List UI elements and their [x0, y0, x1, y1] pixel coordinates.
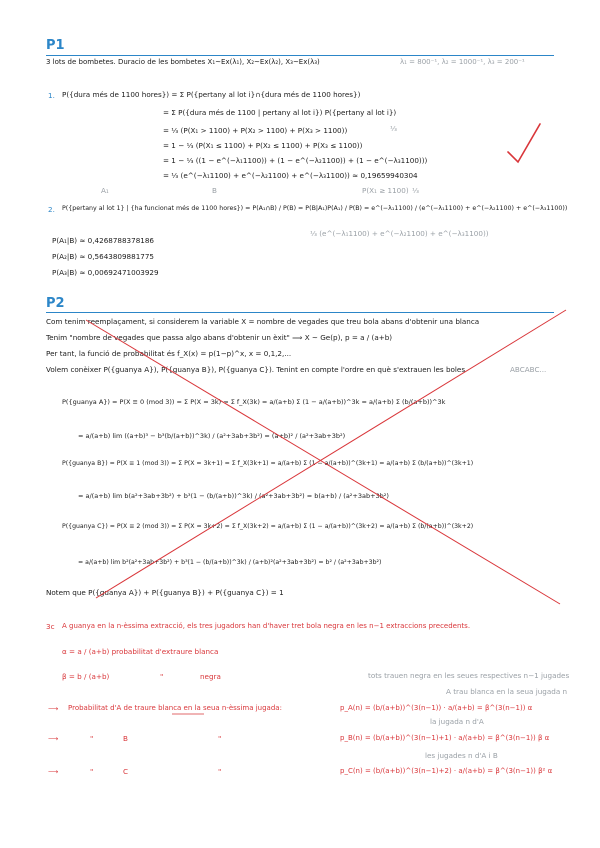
p1-q2-top-A1: A₁ — [101, 186, 109, 195]
p3-beta-ditto: " — [160, 672, 164, 681]
p2-intro-4: Volem conèixer P({guanya A}), P({guanya B}), P({guanya C}). Tenint en compte l'ordre en què s'extrauen les boles — [46, 365, 466, 374]
p2-guanya-C-limit: = a/(a+b) lim b²(a²+3ab+3b²) + b³(1 − (b/(a+b))^3k) / (a+b)²(a²+3ab+3b²) = b² / (a²+3ab+3b²) — [78, 559, 382, 566]
p3-note-top: tots trauen negra en les seues respectives n−1 jugades — [368, 671, 570, 680]
p2-order-grey: ABCABC... — [510, 365, 547, 374]
p3-intro: A guanya en la n-èssima extracció, els tres jugadors han d'haver tret bola negra en les n−1 extraccions precedents. — [62, 622, 471, 630]
p1-q1-line1: P({dura més de 1100 hores}) = Σ P({pertany al lot i}∩{dura més de 1100 hores}) — [62, 90, 361, 99]
p1-q1-label: 1. — [48, 91, 55, 100]
p2-guanya-A: P({guanya A}) = P(X ≡ 0 (mod 3)) = Σ P(X = 3k) = Σ f_X(3k) = a/(a+b) Σ (1 − a/(a+b))^3k = a/(a+b) Σ (b/(a+b))^3k — [62, 398, 446, 406]
p3-rowC-ditto1: " — [90, 767, 94, 776]
p1-q1-line4: = 1 − ⅓ (P(X₁ ≤ 1100) + P(X₂ ≤ 1100) + P(X₃ ≤ 1100)) — [163, 141, 363, 150]
p3-note-b2: les jugades n d'A i B — [425, 751, 498, 760]
p1-result-1: P(A₁|B) ≈ 0,4268788378186 — [52, 236, 154, 245]
p3-arrow-C-icon: ⟶ — [48, 767, 59, 776]
p2-guanya-C: P({guanya C}) = P(X ≡ 2 (mod 3)) = Σ P(X = 3k+2) = Σ f_X(3k+2) = a/(a+b) Σ (1 − a/(a+b))^(3k+2) = a/(a+b) Σ (b/(a+b))^(3k+2) — [62, 523, 474, 530]
p2-guanya-A-limit: = a/(a+b) lim ((a+b)³ − b³(b/(a+b))^3k) / (a²+3ab+3b²) = (a+b)² / (a²+3ab+3b²) — [78, 432, 346, 440]
p3-note-b1: la jugada n d'A — [430, 717, 484, 726]
p3-alpha: α = a / (a+b) probabilitat d'extraure blanca — [62, 647, 219, 656]
p1-heading: P1 — [46, 38, 65, 53]
p3-rowB-letter: B — [123, 734, 128, 743]
p3-rowA-eq: p_A(n) = (b/(a+b))^(3(n−1)) · a/(a+b) = β^(3(n−1)) α — [340, 704, 533, 712]
p2-intro-1: Com tenim reemplaçament, si considerem la variable X = nombre de vegades que treu bola abans d'obtenir una blanca — [46, 317, 480, 326]
p3-rowA-text: Probabilitat d'A de traure blanca en la seua n-èssima jugada: — [68, 704, 282, 712]
p2-intro-2: Tenim "nombre de vegades que passa algo abans d'obtenir un èxit" ⟹ X ~ Ge(p), p = a / (a+b) — [46, 333, 393, 342]
p1-q1-line3: = ⅓ (P(X₁ > 1100) + P(X₂ > 1100) + P(X₃ > 1100)) — [163, 126, 348, 135]
p3-rowC-eq: p_C(n) = (b/(a+b))^(3(n−1)+2) · a/(a+b) = β^(3(n−1)) β² α — [340, 767, 553, 775]
p3-rowC-ditto2: " — [218, 767, 222, 776]
p3-rowB-ditto1: " — [90, 734, 94, 743]
p1-q1-line5: = 1 − ⅓ ((1 − e^(−λ₁1100)) + (1 − e^(−λ₂1100)) + (1 − e^(−λ₃1100))) — [163, 156, 428, 165]
p2-guanya-B-limit: = a/(a+b) lim b(a²+3ab+3b²) + b³(1 − (b/(a+b))^3k) / (a²+3ab+3b²) = b(a+b) / (a²+3ab+3b²) — [78, 492, 389, 500]
p3-label: 3c — [46, 622, 55, 631]
p1-q2-top-P: P(X₁ ≥ 1100) — [362, 186, 409, 195]
p1-intro: 3 lots de bombetes. Duracio de les bombetes X₁~Ex(λ₁), X₂~Ex(λ₂), X₃~Ex(λ₃) — [46, 58, 320, 66]
p1-lambdas: λ₁ = 800⁻¹, λ₂ = 1000⁻¹, λ₃ = 200⁻¹ — [400, 58, 525, 66]
p2-heading: P2 — [46, 296, 65, 311]
p3-arrow-B-icon: ⟶ — [48, 734, 59, 743]
cross-line-2 — [96, 310, 566, 598]
p1-q2-line: P({pertany al lot 1} | {ha funcionat més de 1100 hores}) = P(A₁∩B) / P(B) = P(B|A₁)P(A₁) / P(B) = e^(−λ₁1100) / (e^(−λ₁1100) + e^(−λ₂1100) + e^(−λ₃1100)) — [62, 205, 568, 212]
p1-result-3: P(A₃|B) ≈ 0,00692471003929 — [52, 268, 159, 277]
checkmark-icon — [508, 124, 540, 162]
p3-rowB-eq: p_B(n) = (b/(a+b))^(3(n−1)+1) · a/(a+b) = β^(3(n−1)) β α — [340, 734, 550, 742]
p1-q2-top-B: B — [212, 186, 217, 195]
cross-line-1 — [86, 320, 560, 604]
p1-q2-grey: ⅓ (e^(−λ₁1100) + e^(−λ₂1100) + e^(−λ₃1100)) — [310, 229, 489, 238]
p1-result-2: P(A₂|B) ≈ 0,5643809881775 — [52, 252, 154, 261]
p1-q2-label: 2. — [48, 205, 55, 214]
p3-note-mid: A trau blanca en la seua jugada n — [446, 687, 568, 696]
p3-rowB-ditto2: " — [218, 734, 222, 743]
p2-guanya-B: P({guanya B}) = P(X ≡ 1 (mod 3)) = Σ P(X = 3k+1) = Σ f_X(3k+1) = a/(a+b) Σ (1 − a/(a+b))^(3k+1) = a/(a+b) Σ (b/(a+b))^(3k+1) — [62, 460, 474, 467]
p3-beta-note: negra — [200, 672, 221, 681]
p3-beta: β = b / (a+b) — [62, 672, 110, 681]
p3-arrow-A-icon: ⟶ — [48, 704, 59, 713]
p2-intro-3: Per tant, la funció de probabilitat és f_X(x) = p(1−p)^x, x = 0,1,2,... — [46, 349, 292, 358]
p1-third-note: ⅓ — [390, 124, 397, 133]
p1-q1-line2: = Σ P({dura més de 1100 | pertany al lot i}) P({pertany al lot i}) — [163, 108, 397, 117]
p3-rowC-letter: C — [123, 767, 129, 776]
p1-q2-top-third: ⅓ — [412, 186, 419, 195]
p1-q1-line6: = ⅓ (e^(−λ₁1100) + e^(−λ₂1100) + e^(−λ₃1100)) ≈ 0,19659940304 — [163, 171, 418, 180]
p2-sum-note: Notem que P({guanya A}) + P({guanya B}) + P({guanya C}) = 1 — [46, 588, 284, 597]
